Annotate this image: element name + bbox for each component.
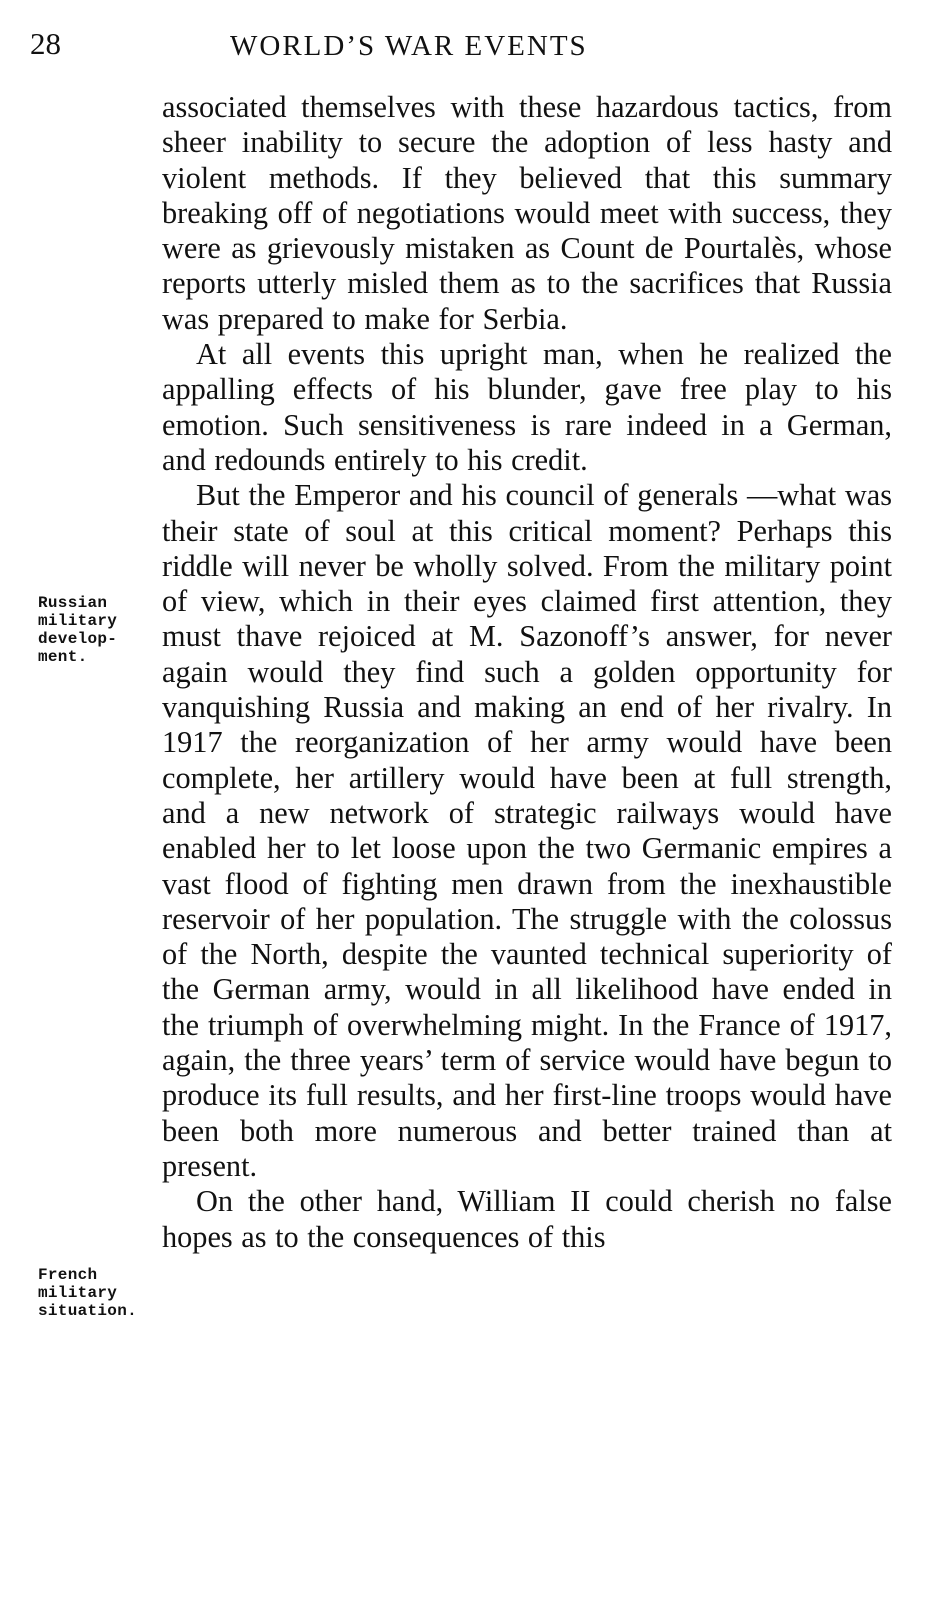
running-head: WORLD’S WAR EVENTS xyxy=(230,30,588,62)
sidenote-line: Russian xyxy=(38,594,108,612)
body-paragraph: On the other hand, William II could cherish no false hopes as to the consequences of this xyxy=(162,1184,892,1254)
sidenote-line: military xyxy=(38,612,118,630)
body-paragraph: At all events this upright man, when he realized the appalling effects of his blunder, gave free play to his emotion. Such sensitiveness is rare indeed in a German, and redounds entirely to his credit. xyxy=(162,337,892,477)
sidenote-french-military-situation xyxy=(38,1266,156,1320)
sidenote-line: situation. xyxy=(38,1302,138,1320)
sidenote-line: military xyxy=(38,1284,118,1302)
text-column xyxy=(162,90,892,1255)
sidenote-russian-military-development xyxy=(38,594,156,666)
sidenote-line: French xyxy=(38,1266,98,1284)
body-paragraph: But the Emperor and his council of generals —what was their state of soul at this critical moment? Perhaps this riddle will never be wholly solved. From the military point of view, which in their eyes claimed first attention, they must thave rejoiced at M. Sazonoff’s answer, for never again would they find such a golden opportunity for vanquishing Russia and making an end of her rivalry. In 1917 the reorganization of her army would have been complete, her artillery would have been at full strength, and a new network of strategic railways would have enabled her to let loose upon the two Germanic empires a vast flood of fighting men drawn from the inexhaustible reservoir of her population. The struggle with the colossus of the North, despite the vaunted technical superiority of the German army, would in all likelihood have ended in the triumph of overwhelming might. In the France of 1917, again, the three years’ term of service would have begun to produce its full results, and her first-line troops would have been both more numerous and better trained than at present. xyxy=(162,478,892,1183)
page-number: 28 xyxy=(30,26,61,61)
sidenote-line: ment. xyxy=(38,648,88,666)
sidenote-line: develop- xyxy=(38,630,118,648)
body-paragraph: associated themselves with these hazardous tactics, from sheer inability to secure the adoption of less hasty and violent methods. If they believed that this summary breaking off of negotiations would meet with success, they were as grievously mistaken as Count de Pourtalès, whose reports utterly misled them as to the sacrifices that Russia was prepared to make for Serbia. xyxy=(162,90,892,336)
